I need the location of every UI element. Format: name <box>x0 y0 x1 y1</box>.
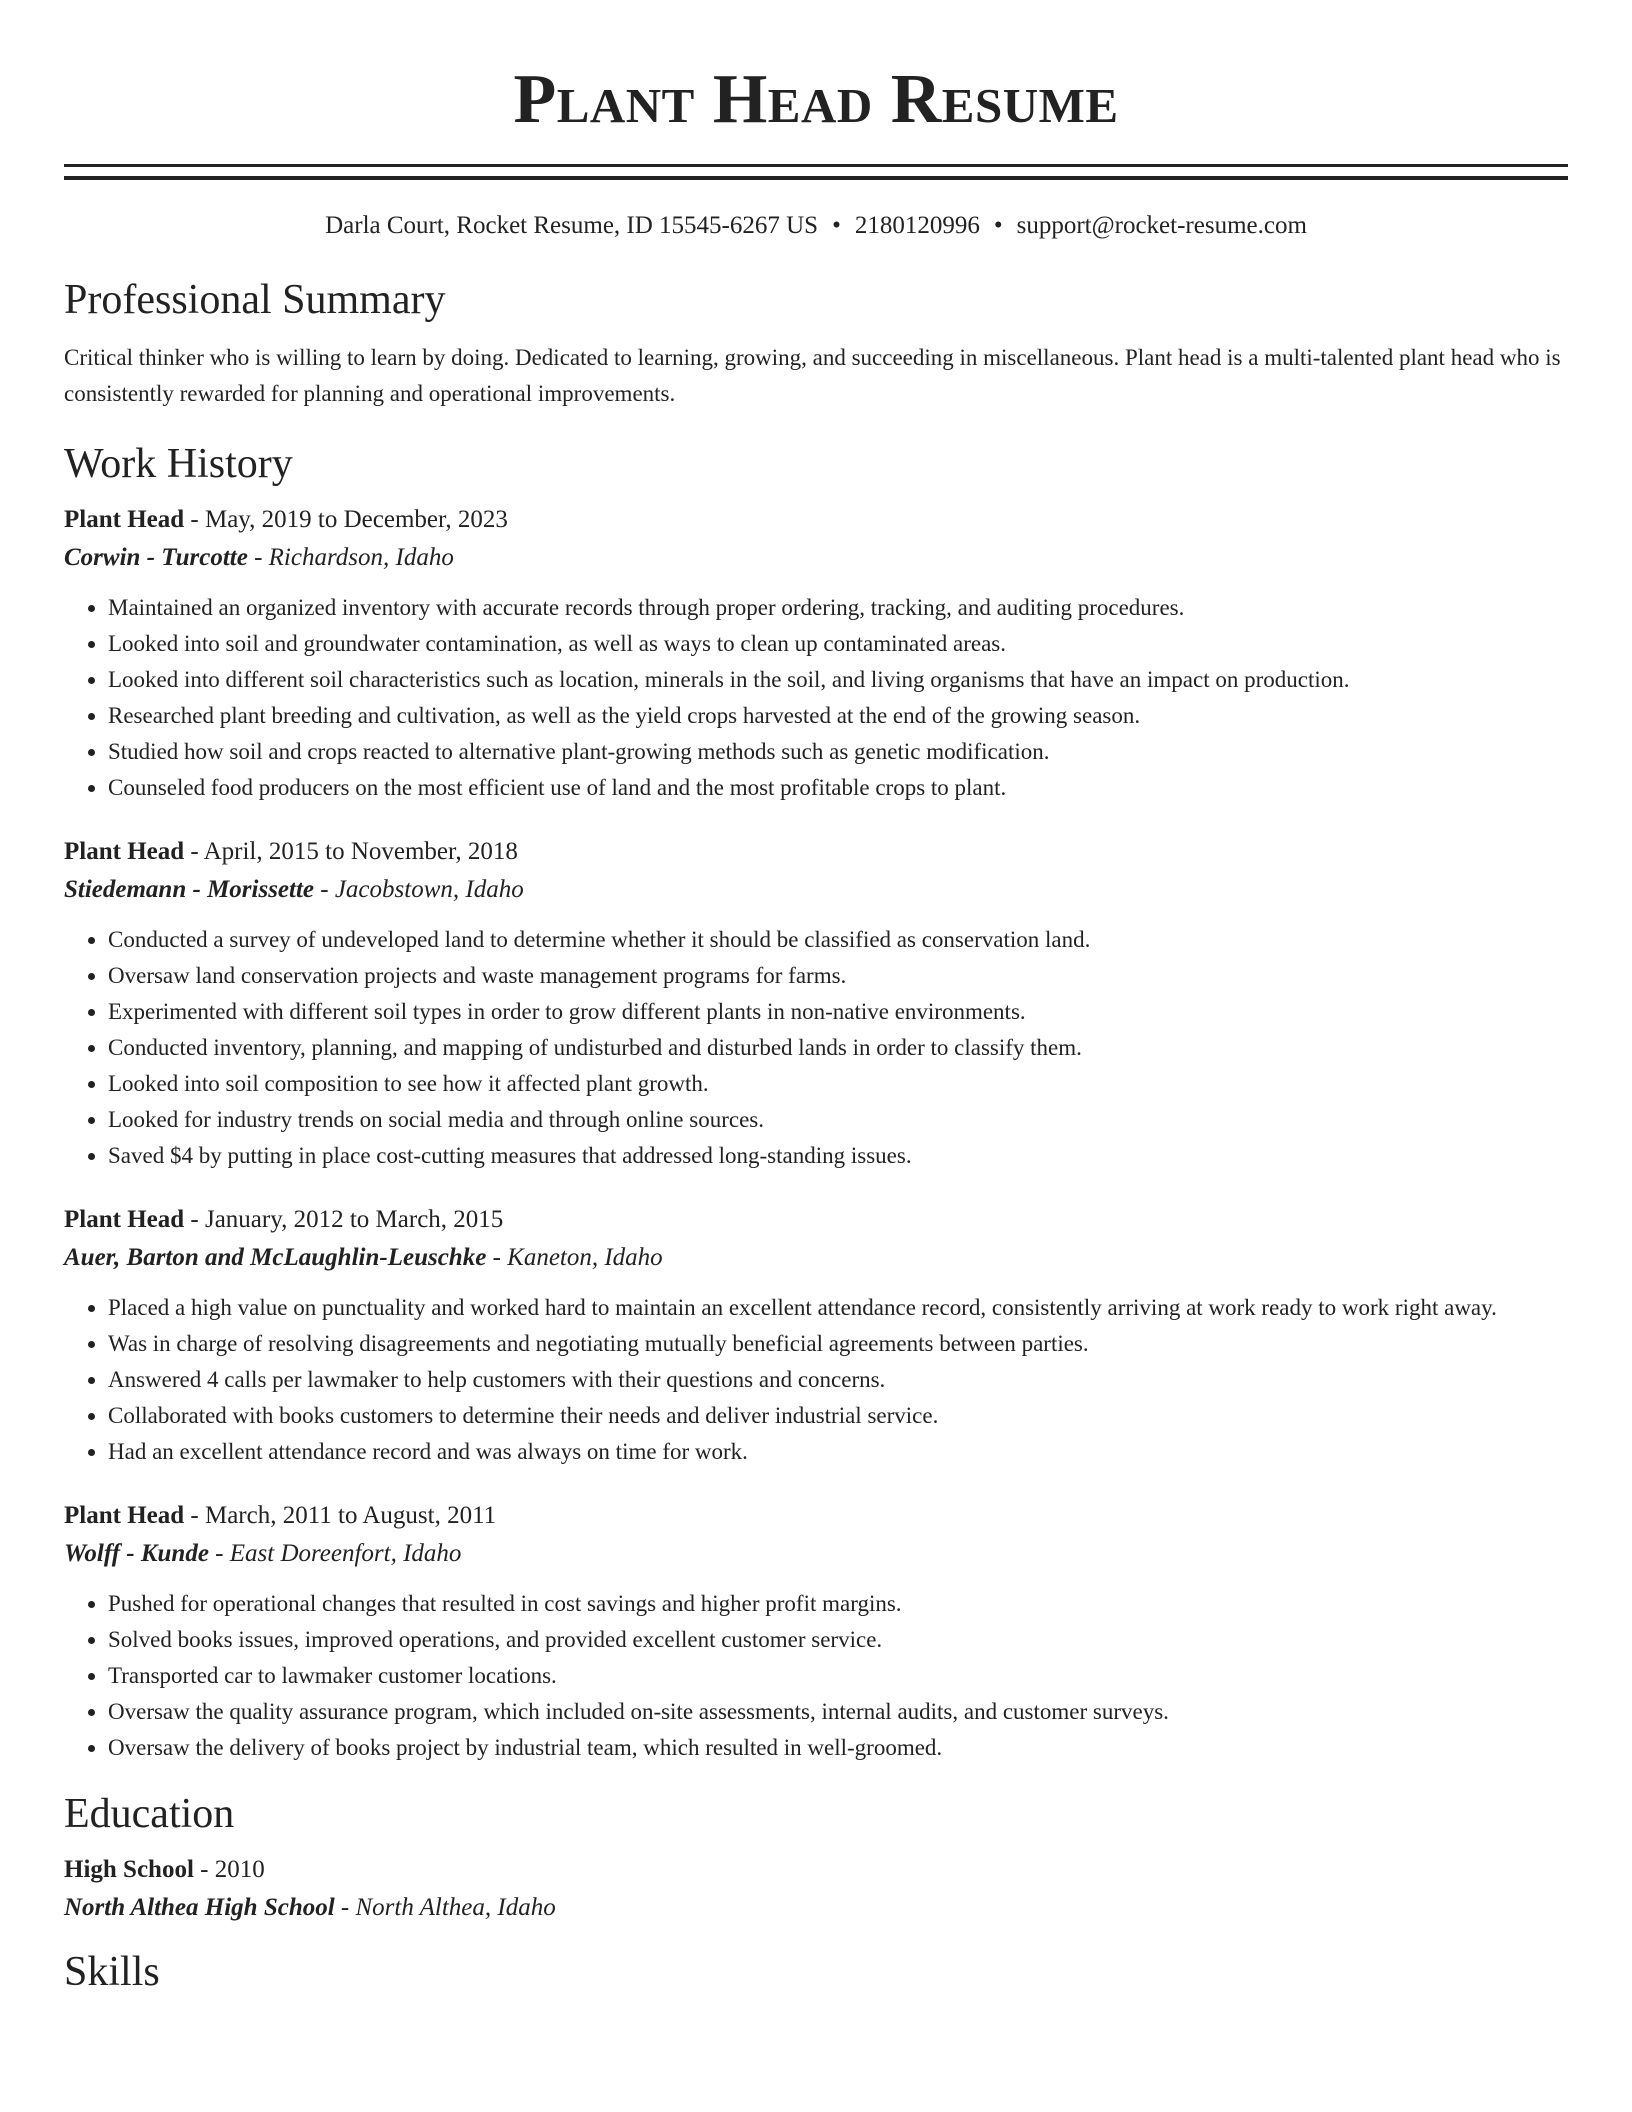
job-role: Plant Head <box>64 1502 185 1529</box>
job-bullet: • Maintained an organized inventory with accurate records through proper ordering, tracking, and auditing procedures. <box>108 590 1568 626</box>
contact-address: Darla Court, Rocket Resume, ID 15545-6267 US <box>325 212 819 239</box>
job-bullet: • Studied how soil and crops reacted to alternative plant-growing methods such as genetic modification. <box>108 734 1568 770</box>
job-bullet: • Answered 4 calls per lawmaker to help customers with their questions and concerns. <box>108 1362 1568 1398</box>
job-bullet: • Looked into soil and groundwater contamination, as well as ways to clean up contaminated areas. <box>108 626 1568 662</box>
job-location: - Richardson, Idaho <box>247 544 454 571</box>
job-bullets <box>64 1290 1568 1470</box>
job-company: Auer, Barton and McLaughlin-Leuschke <box>64 1244 487 1271</box>
job-company: Stiedemann - Morissette <box>64 876 315 903</box>
job-entry <box>64 1202 1568 1470</box>
skills-heading: Skills <box>64 1949 160 1995</box>
summary-heading: Professional Summary <box>64 277 446 323</box>
education-entry <box>64 1852 1568 1928</box>
job-bullet: • Solved books issues, improved operations, and provided excellent customer service. <box>108 1622 1568 1658</box>
job-location: - East Doreenfort, Idaho <box>208 1540 462 1567</box>
job-bullet: • Was in charge of resolving disagreements and negotiating mutually beneficial agreements between parties. <box>108 1326 1568 1362</box>
job-bullet: • Placed a high value on punctuality and worked hard to maintain an excellent attendance record, consistently arriving at work ready to work right away. <box>108 1290 1568 1326</box>
job-title-line <box>64 834 1568 870</box>
job-bullets <box>64 590 1568 806</box>
job-company: Wolff - Kunde <box>64 1540 209 1567</box>
job-bullet: • Transported car to lawmaker customer locations. <box>108 1658 1568 1694</box>
work-history-heading: Work History <box>64 441 293 487</box>
job-bullet: • Conducted a survey of undeveloped land to determine whether it should be classified as conservation land. <box>108 922 1568 958</box>
job-role: Plant Head <box>64 1206 185 1233</box>
job-location: - Kaneton, Idaho <box>486 1244 663 1271</box>
contact-line <box>64 210 1568 242</box>
job-bullet: • Looked into different soil characteristics such as location, minerals in the soil, and living organisms that have an impact on production. <box>108 662 1568 698</box>
job-bullet: • Experimented with different soil types in order to grow different plants in non-native environments. <box>108 994 1568 1030</box>
job-bullet: • Researched plant breeding and cultivation, as well as the yield crops harvested at the end of the growing season. <box>108 698 1568 734</box>
job-title-line <box>64 1202 1568 1238</box>
job-entry <box>64 1498 1568 1766</box>
job-company: Corwin - Turcotte <box>64 544 248 571</box>
contact-separator: • <box>993 212 1003 239</box>
job-company-line <box>64 870 1568 910</box>
summary-text: Critical thinker who is willing to learn by doing. Dedicated to learning, growing, and succeeding in miscellaneous. Plant head is a multi-talented plant head who is consistently rewarded for planning and operational improvements. <box>64 345 1561 406</box>
job-company-line <box>64 538 1568 578</box>
job-title-line <box>64 1498 1568 1534</box>
job-dates: - May, 2019 to December, 2023 <box>184 506 508 533</box>
education-heading: Education <box>64 1791 235 1837</box>
job-bullet: • Oversaw land conservation projects and waste management programs for farms. <box>108 958 1568 994</box>
contact-separator: • <box>832 212 841 239</box>
education-location: - North Althea, Idaho <box>334 1894 556 1921</box>
job-bullets <box>64 1586 1568 1766</box>
job-company-line <box>64 1534 1568 1574</box>
job-dates: - April, 2015 to November, 2018 <box>184 838 518 865</box>
education-year: - 2010 <box>193 1856 265 1883</box>
job-bullet: • Pushed for operational changes that resulted in cost savings and higher profit margins. <box>108 1586 1568 1622</box>
job-entry <box>64 502 1568 806</box>
contact-email: support@rocket-resume.com <box>1016 212 1307 239</box>
job-bullet: • Looked into soil composition to see how it affected plant growth. <box>108 1066 1568 1102</box>
education-school: North Althea High School <box>64 1894 335 1921</box>
job-bullet: • Had an excellent attendance record and was always on time for work. <box>108 1434 1568 1470</box>
job-location: - Jacobstown, Idaho <box>314 876 524 903</box>
job-bullets <box>64 922 1568 1174</box>
contact-phone: 2180120996 <box>854 212 980 239</box>
job-bullet: • Conducted inventory, planning, and mapping of undisturbed and disturbed lands in order to classify them. <box>108 1030 1568 1066</box>
job-bullet: • Saved $4 by putting in place cost-cutting measures that addressed long-standing issues. <box>108 1138 1568 1174</box>
resume-title: Plant Head Resume <box>513 61 1119 138</box>
job-bullet: • Oversaw the quality assurance program, which included on-site assessments, internal audits, and customer surveys. <box>108 1694 1568 1730</box>
education-degree: High School <box>64 1856 194 1883</box>
job-bullet: • Looked for industry trends on social media and through online sources. <box>108 1102 1568 1138</box>
job-bullet: • Oversaw the delivery of books project by industrial team, which resulted in well-groomed. <box>108 1730 1568 1766</box>
job-entry <box>64 834 1568 1174</box>
job-role: Plant Head <box>64 506 185 533</box>
education-school-line <box>64 1888 1568 1928</box>
title-divider <box>64 164 1568 180</box>
job-company-line <box>64 1238 1568 1278</box>
job-title-line <box>64 502 1568 538</box>
education-degree-line <box>64 1852 1568 1888</box>
job-bullet: • Counseled food producers on the most efficient use of land and the most profitable crops to plant. <box>108 770 1568 806</box>
job-bullet: • Collaborated with books customers to determine their needs and deliver industrial service. <box>108 1398 1568 1434</box>
job-dates: - March, 2011 to August, 2011 <box>184 1502 497 1529</box>
job-role: Plant Head <box>64 838 185 865</box>
job-dates: - January, 2012 to March, 2015 <box>184 1206 504 1233</box>
